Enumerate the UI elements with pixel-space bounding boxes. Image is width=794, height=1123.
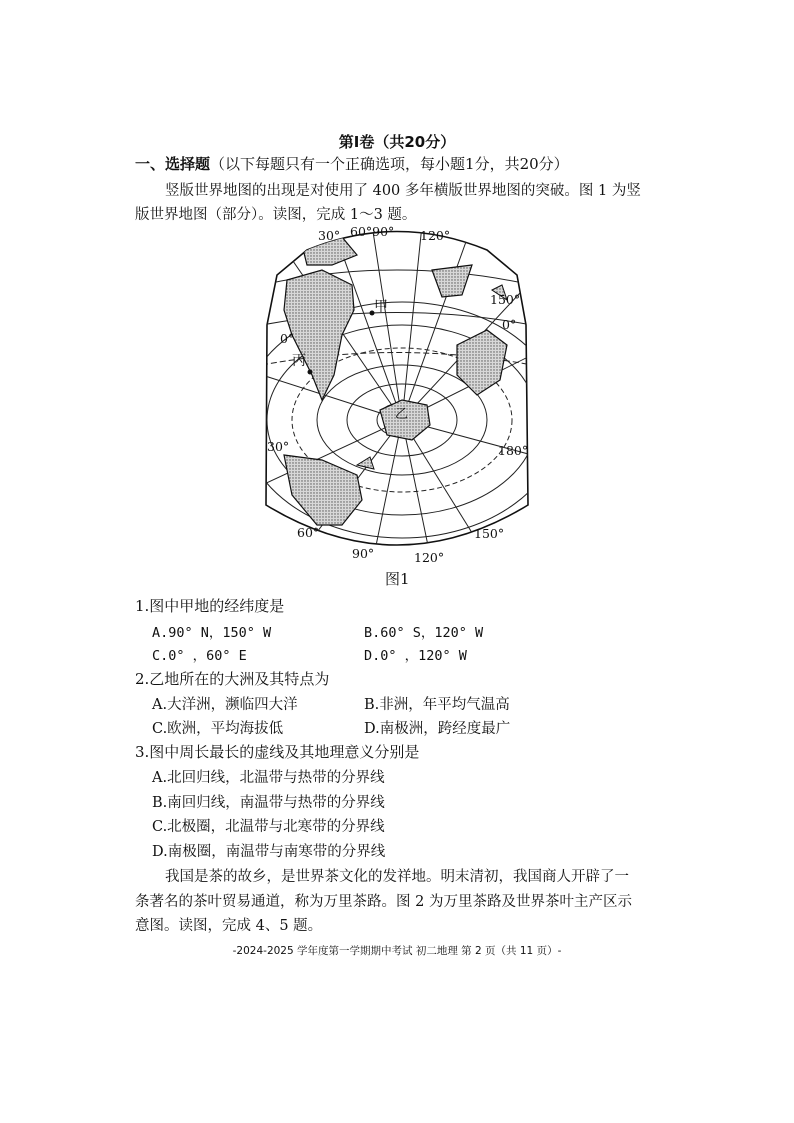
question2-stem: 2.乙地所在的大洲及其特点为: [135, 670, 330, 688]
question3-option-c: C.北极圈，北温带与北寒带的分界线: [152, 819, 385, 835]
intro2-line3: 意图。读图，完成 4、5 题。: [135, 918, 323, 934]
question3-option-b: B.南回归线，南温带与热带的分界线: [152, 795, 385, 811]
page-footer: -2024-2025 学年度第一学期期中考试 初二地理 第 2 页（共 11 页）-: [232, 945, 562, 957]
question1-option-a: A.90° N，150° W: [152, 625, 272, 641]
question1-option-d: D.0° ，120° W: [364, 648, 467, 664]
label-30-top: 30°: [318, 228, 341, 243]
question3-option-a: A.北回归线，北温带与热带的分界线: [152, 770, 385, 786]
label-0-right: 0°: [502, 317, 517, 332]
label-30-left: 30°: [267, 439, 290, 454]
section-header: [135, 153, 569, 174]
section-note: （以下每题只有一个正确选项，每小题1分，共20分）: [210, 155, 569, 173]
label-60-bottom: 60°: [297, 525, 320, 540]
south-america-shape: [284, 455, 362, 525]
question2-option-d: D.南极洲，跨经度最广: [364, 721, 511, 737]
section-number: 一、: [135, 155, 166, 173]
figure1-globe-map: [262, 225, 532, 565]
question2-option-b: B.非洲，年平均气温高: [364, 697, 510, 713]
question2-option-c: C.欧洲，平均海拔低: [152, 721, 284, 737]
label-60-90-top: 60°90°: [350, 225, 395, 239]
section-name: 选择题: [165, 155, 211, 173]
label-180-right: 180°: [498, 443, 529, 458]
label-0-left: 0°: [280, 331, 295, 346]
label-jia: 甲: [374, 299, 388, 315]
question2-option-a: A.大洋洲，濒临四大洋: [152, 697, 298, 713]
figure1-caption: 图1: [385, 570, 410, 588]
label-90-bottom: 90°: [352, 546, 375, 561]
intro1-line1: 竖版世界地图的出现是对使用了 400 多年横版世界地图的突破。图 1 为竖: [165, 183, 641, 199]
label-120-top: 120°: [420, 228, 451, 243]
question1-option-b: B.60° S，120° W: [364, 625, 484, 641]
question1-stem: 1.图中甲地的经纬度是: [135, 597, 285, 615]
label-bing: 丙: [292, 353, 306, 369]
intro2-line2: 条著名的茶叶贸易通道，称为万里茶路。图 2 为万里茶路及世界茶叶主产区示: [135, 894, 632, 910]
question3-option-d: D.南极圈，南温带与南寒带的分界线: [152, 844, 386, 860]
australia-shape: [457, 330, 507, 395]
question3-stem: 3.图中周长最长的虚线及其地理意义分别是: [135, 743, 420, 761]
point-bing: [308, 370, 313, 375]
label-150-right: 150°: [490, 292, 521, 307]
section-title: 第Ⅰ卷（共20分）: [338, 133, 456, 151]
label-150-bottom: 150°: [474, 526, 505, 541]
asia-shape: [432, 265, 472, 297]
label-120-bottom: 120°: [414, 550, 445, 565]
intro1-line2: 版世界地图（部分）。读图，完成 1～3 题。: [135, 207, 417, 223]
intro2-line1: 我国是茶的故乡，是世界茶文化的发祥地。明末清初，我国商人开辟了一: [165, 869, 629, 885]
question1-option-c: C.0° ，60° E: [152, 648, 247, 664]
label-yi: 乙: [395, 407, 409, 422]
